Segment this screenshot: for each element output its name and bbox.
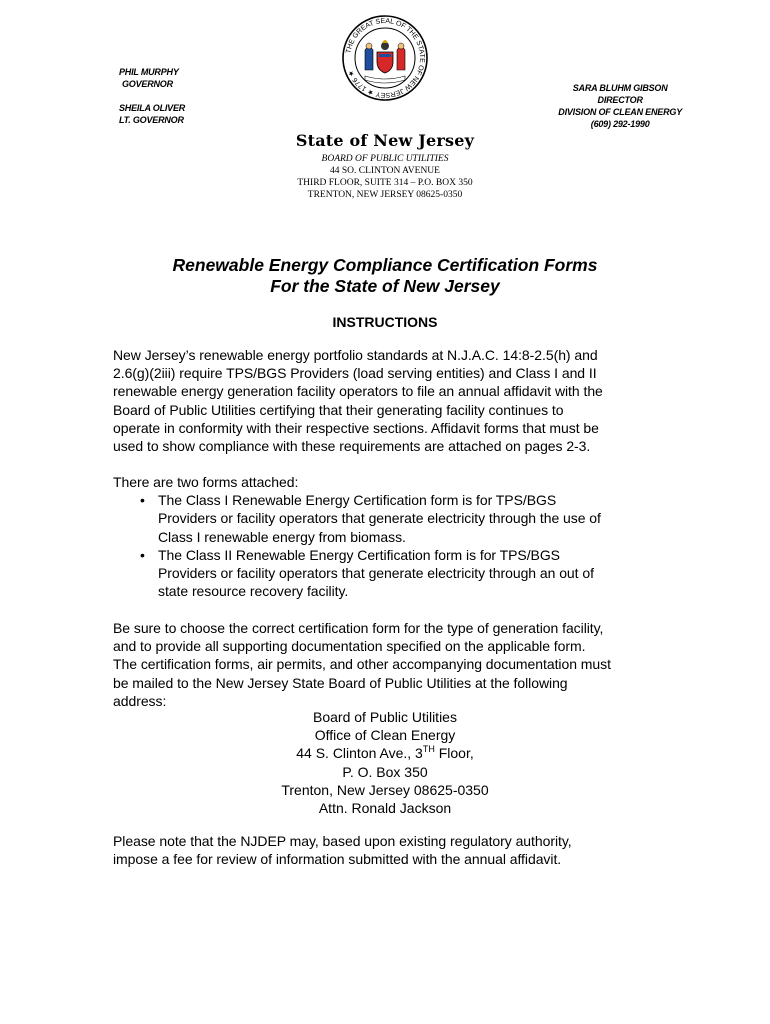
board-city: TRENTON, NEW JERSEY 08625-0350 [307,190,463,200]
paragraph-line: and to provide all supporting documentation specified on the applicable form. [113,638,586,655]
division-name: DIVISION OF CLEAN ENERGY [558,107,682,117]
officials-right [558,82,682,130]
paragraph-line: Board of Public Utilities certifying that their generating facility continues to [113,401,564,418]
address-line-attn: Attn. Ronald Jackson [318,800,452,817]
officials-left [119,66,185,138]
lt-governor-title: LT. GOVERNOR [119,115,184,125]
state-seal-icon [341,14,429,102]
board-floor: THIRD FLOOR, SUITE 314 – P.O. BOX 350 [297,178,473,188]
paragraph-line: Please note that the NJDEP may, based upon existing regulatory authority, [113,833,572,849]
title-line-1: Renewable Energy Compliance Certification Forms [172,255,598,275]
forms-list [113,491,673,600]
list-item-line: Providers or facility operators that generate electricity through an out of [158,565,594,582]
governor-name: PHIL MURPHY [119,67,179,77]
director-name: SARA BLUHM GIBSON [572,83,668,93]
state-name: State of New Jersey [295,131,475,150]
paragraph-line: used to show compliance with these requirements are attached on pages 2-3. [113,438,591,455]
paragraph-line: New Jersey’s renewable energy portfolio standards at N.J.A.C. 14:8-2.5(h) and [113,347,598,363]
paragraph-line: address: [113,692,167,709]
address-line-org: Board of Public Utilities [313,709,457,725]
paragraph-intro: There are two forms attached: [113,474,299,490]
paragraph-rps-requirements [113,346,673,455]
list-item-line: Providers or facility operators that generate electricity through the use of [158,510,601,527]
list-item-line: The Class I Renewable Energy Certification form is for TPS/BGS [158,492,557,509]
paragraph-line: renewable energy generation facility operators to file an annual affidavit with the [113,383,603,400]
paragraph-line: impose a fee for review of information submitted with the annual affidavit. [113,851,562,868]
address-line-city: Trenton, New Jersey 08625-0350 [281,781,489,798]
address-street-text: 44 S. Clinton Ave., 3 [296,745,423,762]
address-floor-suffix: TH [422,743,435,754]
board-street: 44 SO. CLINTON AVENUE [330,166,440,176]
list-item-line: The Class II Renewable Energy Certification form is for TPS/BGS [158,546,560,563]
address-line-office: Office of Clean Energy [314,727,456,744]
document-title [0,255,770,297]
address-line-pobox: P. O. Box 350 [342,763,428,780]
instructions-heading: INSTRUCTIONS [332,314,438,330]
list-item [113,546,673,601]
board-address [0,153,770,201]
bullet-icon: • [140,546,145,563]
governor-title: GOVERNOR [122,79,173,89]
bullet-icon: • [140,492,145,509]
paragraph-line: operate in conformity with their respective sections. Affidavit forms that must be [113,419,599,436]
list-item-line: Class I renewable energy from biomass. [158,528,406,545]
lt-governor-name: SHEILA OLIVER [119,103,186,113]
list-item [113,491,673,546]
paragraph-forms-attached [113,473,673,600]
paragraph-line: Be sure to choose the correct certification form for the type of generation facility, [113,620,604,636]
svg-text:THE GREAT SEAL OF THE STATE OF: THE GREAT SEAL OF THE STATE OF NEW JERSEY ★ 1776 ★ [345,17,426,99]
title-line-2: For the State of New Jersey [270,276,500,296]
paragraph-line: The certification forms, air permits, and other accompanying documentation must [113,656,611,673]
paragraph-njdep-fee [113,832,673,868]
board-name: BOARD OF PUBLIC UTILITIES [321,154,449,164]
address-line-street [0,744,770,762]
paragraph-line: be mailed to the New Jersey State Board of Public Utilities at the following [113,674,568,691]
mailing-address [0,708,770,817]
division-phone: (609) 292-1990 [590,119,650,129]
address-floor-text: Floor, [434,745,474,762]
paragraph-line: 2.6(g)(2iii) require TPS/BGS Providers (load serving entities) and Class I and II [113,365,597,382]
director-title: DIRECTOR [597,95,643,105]
list-item-line: state resource recovery facility. [158,583,349,600]
paragraph-mailing [113,619,673,710]
